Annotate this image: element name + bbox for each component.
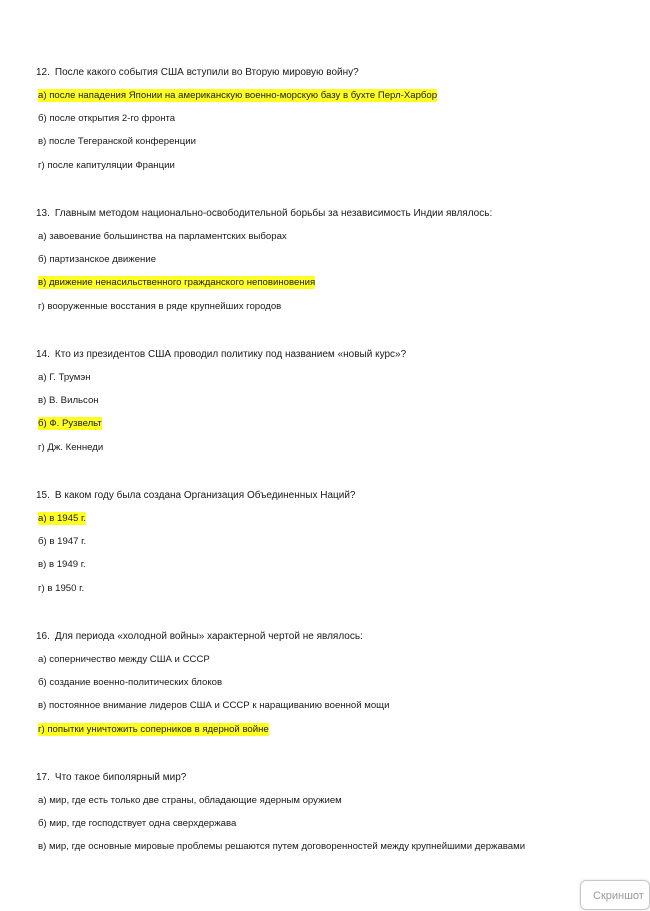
question-number: 14.	[36, 349, 50, 360]
question-title	[36, 66, 359, 79]
highlighted-answer: а) после нападения Японии на американскую военно-морскую базу в бухте Перл-Харбор	[38, 90, 438, 101]
highlighted-answer: г) попытки уничтожить соперников в ядерной войне	[38, 724, 269, 735]
answer-option: б) после открытия 2-го фронта	[38, 113, 176, 124]
screenshot-button-label: Скриншот	[593, 890, 644, 902]
answer-option: б) создание военно-политических блоков	[38, 677, 223, 688]
answer-option: г) Дж. Кеннеди	[38, 442, 104, 453]
answer-option	[38, 418, 102, 430]
question-text: Для периода «холодной войны» характерной чертой не являлось:	[54, 631, 363, 642]
answer-option: б) в 1947 г.	[38, 536, 87, 547]
question-text: Что такое биполярный мир?	[54, 772, 187, 783]
answer-option: г) после капитуляции Франции	[38, 160, 175, 171]
answer-option: г) вооруженные восстания в ряде крупнейших городов	[38, 301, 282, 312]
question-number: 12.	[36, 67, 50, 78]
question-text: После какого события США вступили во Вторую мировую войну?	[54, 67, 359, 78]
answer-option	[38, 724, 269, 736]
answer-option: а) соперничество между США и СССР	[38, 654, 210, 665]
question-title	[36, 771, 186, 784]
answer-option: в) мир, где основные мировые проблемы решаются путем договоренностей между крупнейшими державами	[38, 841, 526, 852]
highlighted-answer: а) в 1945 г.	[38, 513, 86, 524]
answer-option: г) в 1950 г.	[38, 583, 85, 594]
question-number: 15.	[36, 490, 50, 501]
answer-option: б) партизанское движение	[38, 254, 157, 265]
answer-option: в) постоянное внимание лидеров США и СССР к наращиванию военной мощи	[38, 700, 390, 711]
question-text: Главным методом национально-освободительной борьбы за независимость Индии являлось:	[54, 208, 493, 219]
highlighted-answer: б) Ф. Рузвельт	[38, 418, 102, 429]
question-text: Кто из президентов США проводил политику под названием «новый курс»?	[54, 349, 407, 360]
answer-option: в) в 1949 г.	[38, 559, 86, 570]
answer-option: б) мир, где господствует одна сверхдержава	[38, 818, 237, 829]
answer-option	[38, 277, 315, 289]
answer-option: а) мир, где есть только две страны, обладающие ядерным оружием	[38, 795, 342, 806]
screenshot-button[interactable]	[580, 880, 650, 910]
question-title	[36, 348, 406, 361]
answer-option: а) Г. Трумэн	[38, 372, 91, 383]
question-text: В каком году была создана Организация Объединенных Наций?	[54, 490, 356, 501]
question-title	[36, 489, 356, 502]
answer-option: в) В. Вильсон	[38, 395, 99, 406]
question-number: 17.	[36, 772, 50, 783]
question-number: 16.	[36, 631, 50, 642]
answer-option: а) завоевание большинства на парламентских выборах	[38, 231, 287, 242]
question-title	[36, 207, 492, 220]
question-title	[36, 630, 363, 643]
answer-option	[38, 513, 86, 525]
question-number: 13.	[36, 208, 50, 219]
highlighted-answer: в) движение ненасильственного гражданского неповиновения	[38, 277, 316, 288]
answer-option: в) после Тегеранской конференции	[38, 136, 196, 147]
answer-option	[38, 90, 437, 102]
